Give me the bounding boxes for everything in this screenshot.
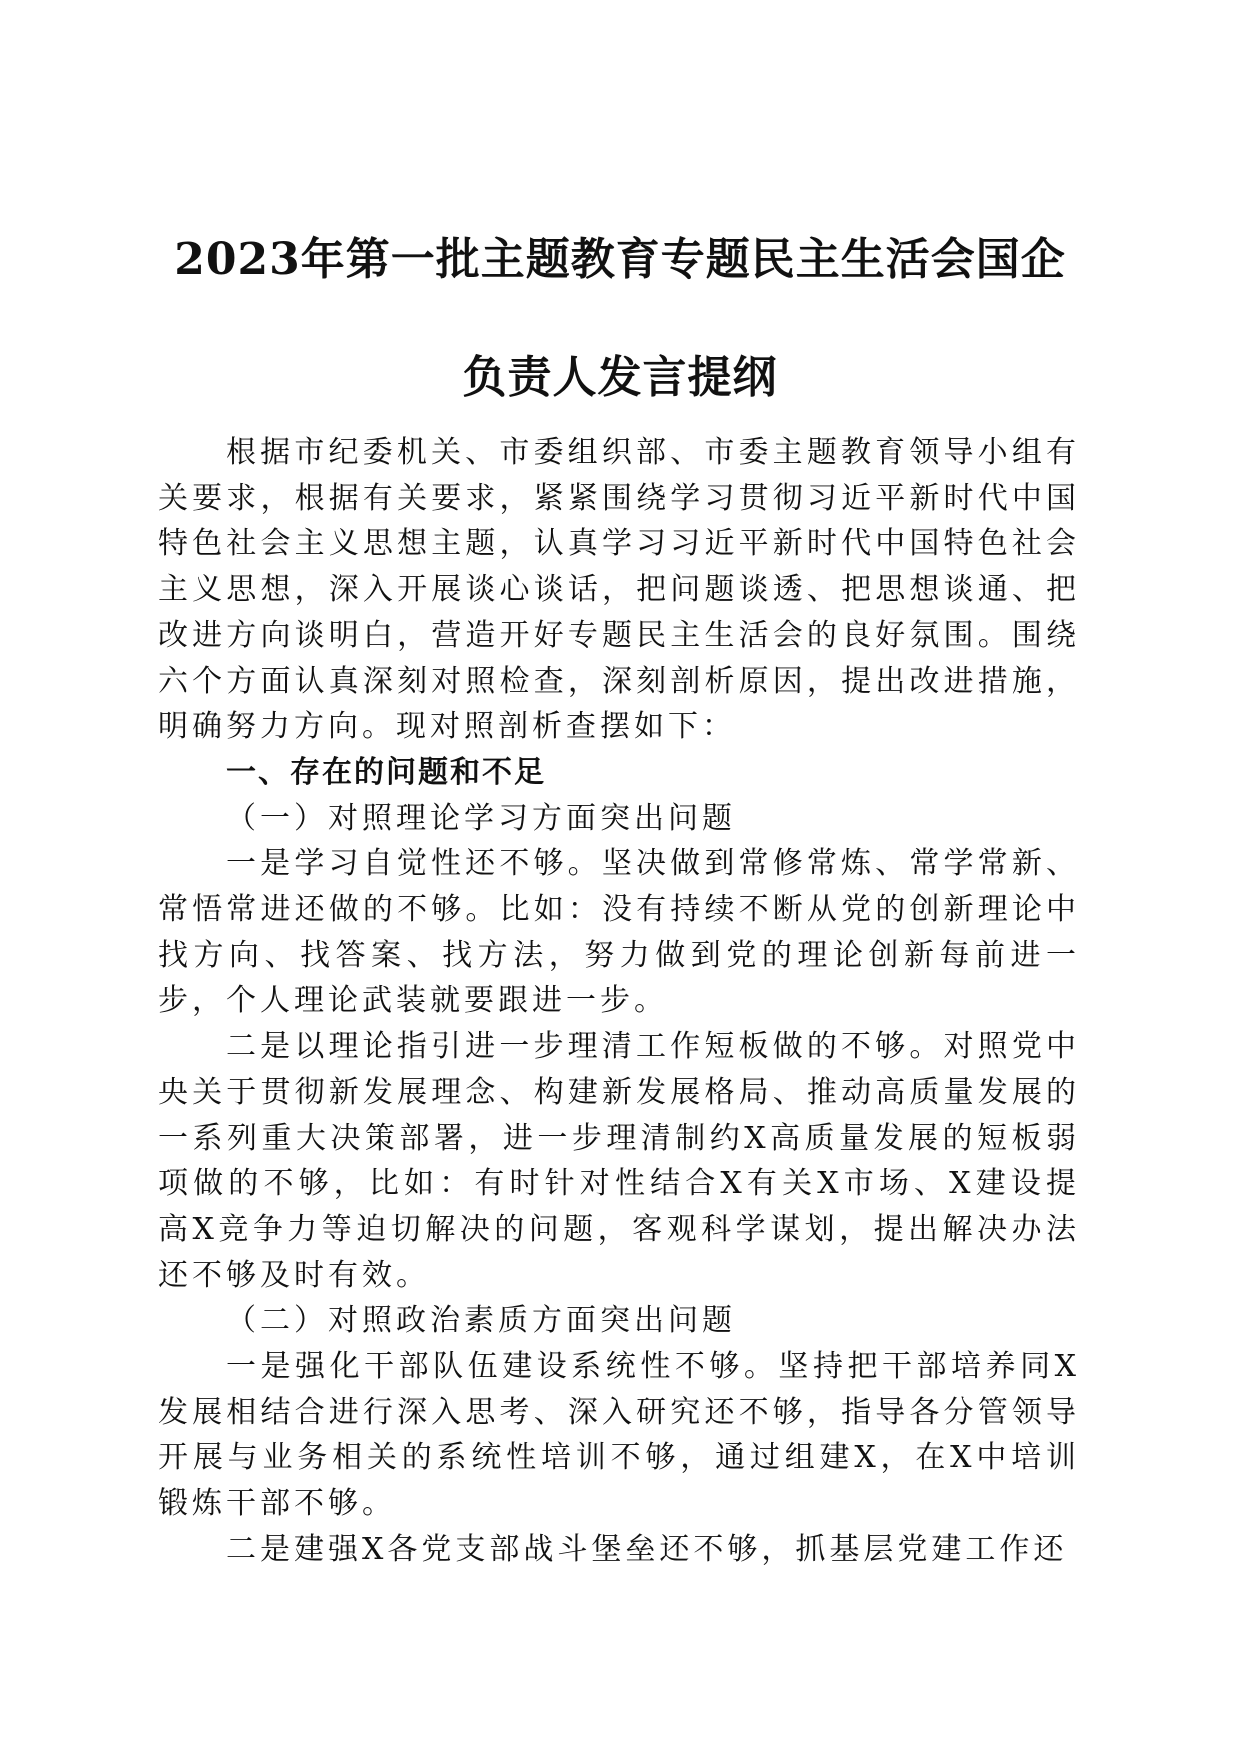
document-title-line-1: 2023年第一批主题教育专题民主生活会国企 (174, 234, 1066, 285)
subsection-heading-2: （二）对照政治素质方面突出问题 (226, 1303, 736, 1339)
subsection-heading-1: （一）对照理论学习方面突出问题 (226, 800, 736, 836)
paragraph: 二是以理论指引进一步理清工作短板做的不够。对照党中央关于贯彻新发展理念、构建新发展格局、推动高质量发展的一系列重大决策部署，进一步理清制约X高质量发展的短板弱项做的不够，比如：有时针对性结合X有关X市场、X建设提高X竞争力等迫切解决的问题，客观科学谋划，提出解决办法还不够及时有效。 (158, 1029, 1080, 1293)
paragraph-intro: 根据市纪委机关、市委组织部、市委主题教育领导小组有关要求，根据有关要求，紧紧围绕学习贯彻习近平新时代中国特色社会主义思想主题，认真学习习近平新时代中国特色社会主义思想，深入开展谈心谈话，把问题谈透、把思想谈通、把改进方向谈明白，营造开好专题民主生活会的良好氛围。围绕六个方面认真深刻对照检查，深刻剖析原因，提出改进措施，明确努力方向。现对照剖析查摆如下： (158, 435, 1080, 745)
paragraph: 二是建强X各党支部战斗堡垒还不够，抓基层党建工作还 (226, 1531, 1068, 1567)
document-title-line-2: 负责人发言提纲 (462, 352, 778, 403)
paragraph: 一是强化干部队伍建设系统性不够。坚持把干部培养同X发展相结合进行深入思考、深入研究还不够，指导各分管领导开展与业务相关的系统性培训不够，通过组建X，在X中培训锻炼干部不够。 (158, 1349, 1080, 1522)
paragraph: 一是学习自觉性还不够。坚决做到常修常炼、常学常新、常悟常进还做的不够。比如：没有持续不断从党的创新理论中找方向、找答案、找方法，努力做到党的理论创新每前进一步，个人理论武装就要跟进一步。 (158, 846, 1080, 1019)
section-heading-1: 一、存在的问题和不足 (226, 754, 546, 790)
document-body (158, 430, 1080, 1573)
